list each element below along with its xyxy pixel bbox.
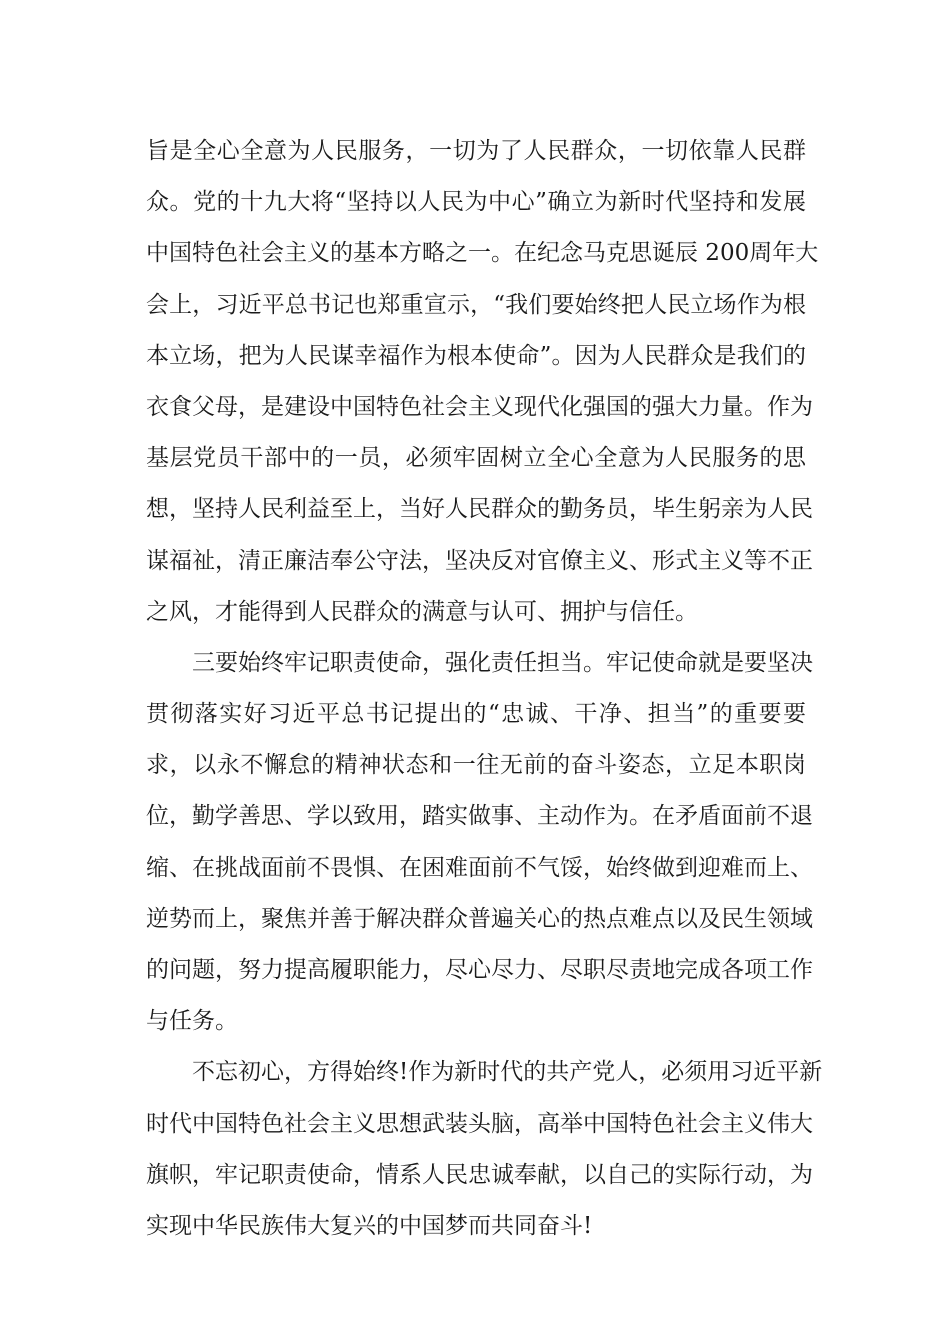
text-line: 求，以永不懈怠的精神状态和一往无前的奋斗姿态，立足本职岗	[146, 752, 806, 779]
text-line: 位，勤学善思、学以致用，踏实做事、主动作为。在矛盾面前不退	[146, 803, 813, 830]
text-line: 时代中国特色社会主义思想武装头脑，高举中国特色社会主义伟大	[146, 1110, 813, 1137]
text-line: 缩、在挑战面前不畏惧、在困难面前不气馁，始终做到迎难而上、	[146, 854, 813, 881]
text-line: 逆势而上，聚焦并善于解决群众普遍关心的热点难点以及民生领域	[146, 905, 813, 932]
text-line: 谋福祉，清正廉洁奉公守法，坚决反对官僚主义、形式主义等不正	[146, 547, 813, 574]
paragraph-2	[146, 638, 813, 1048]
document-body	[146, 126, 823, 1252]
text-line: 基层党员干部中的一员，必须牢固树立全心全意为人民服务的思	[146, 445, 806, 472]
text-line: 与任务。	[146, 1008, 238, 1035]
text-line: 众。党的十九大将“坚持以人民为中心”确立为新时代坚持和发展	[146, 189, 806, 216]
text-line: 的问题，努力提高履职能力，尽心尽力、尽职尽责地完成各项工作	[146, 957, 813, 983]
text-line: 三要始终牢记职责使命，强化责任担当。牢记使命就是要坚决	[192, 649, 813, 676]
text-line: 会上，习近平总书记也郑重宣示，“我们要始终把人民立场作为根	[146, 291, 806, 318]
text-line: 旨是全心全意为人民服务，一切为了人民群众，一切依靠人民群	[146, 138, 806, 164]
text-line: 中国特色社会主义的基本方略之一。在纪念马克思诞辰 200周年大	[146, 240, 819, 267]
paragraph-3	[146, 1047, 823, 1252]
text-line: 本立场，把为人民谋幸福作为根本使命”。因为人民群众是我们的	[146, 342, 806, 369]
text-line: 贯彻落实好习近平总书记提出的“忠诚、干净、担当”的重要要	[146, 701, 806, 728]
paragraph-1	[146, 126, 819, 638]
text-line: 不忘初心，方得始终!作为新时代的共产党人，必须用习近平新	[192, 1059, 823, 1086]
text-line: 之风，才能得到人民群众的满意与认可、拥护与信任。	[146, 598, 698, 625]
text-line: 衣食父母，是建设中国特色社会主义现代化强国的强大力量。作为	[146, 393, 813, 420]
text-line: 旗帜，牢记职责使命，情系人民忠诚奉献，以自己的实际行动，为	[146, 1161, 813, 1188]
text-line: 想，坚持人民利益至上，当好人民群众的勤务员，毕生躬亲为人民	[146, 496, 813, 523]
text-line: 实现中华民族伟大复兴的中国梦而共同奋斗!	[146, 1212, 593, 1239]
